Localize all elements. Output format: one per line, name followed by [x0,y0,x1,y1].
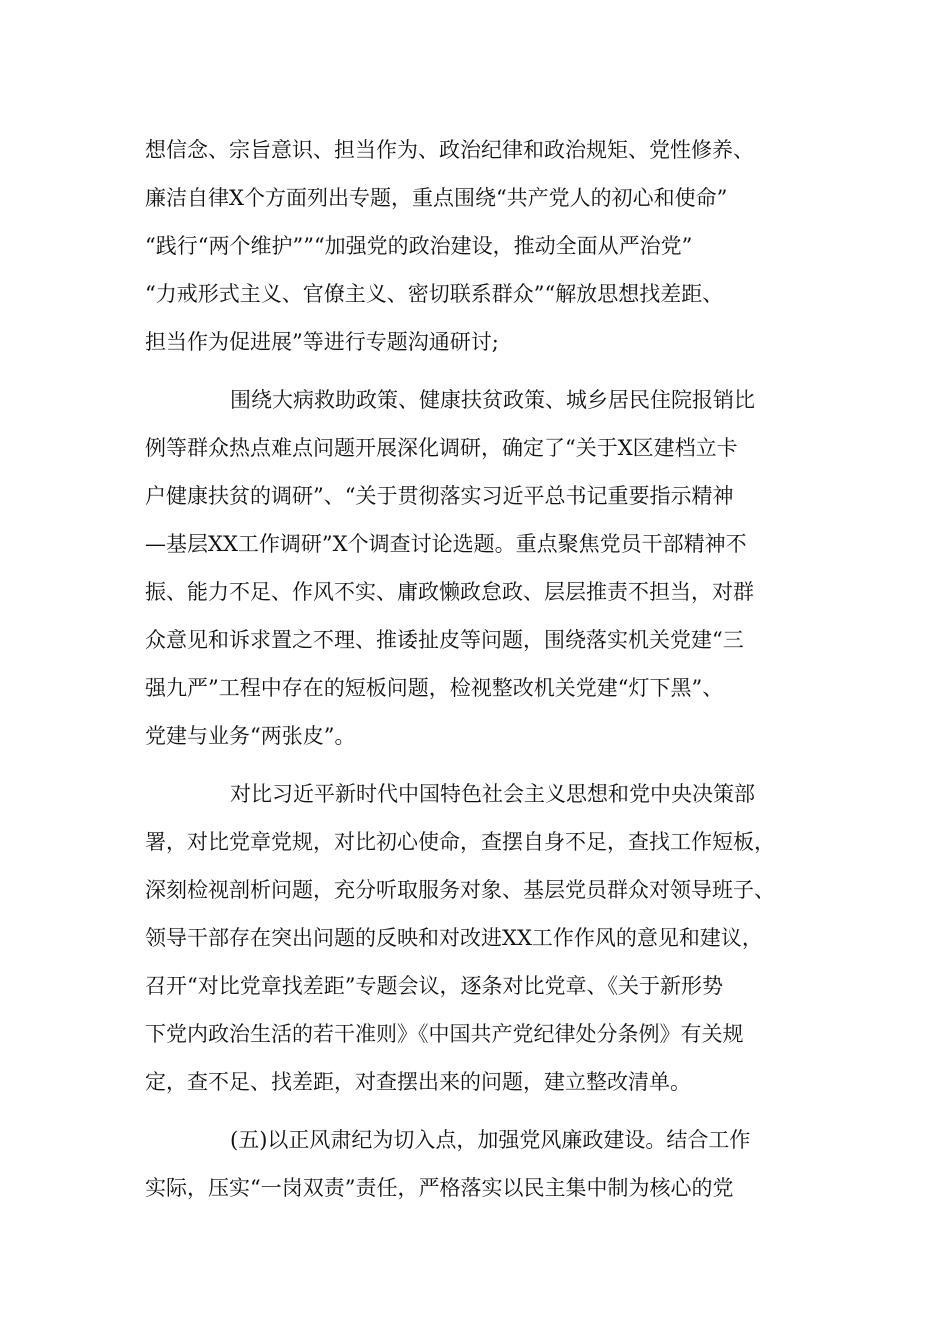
text-line: 对比习近平新时代中国特色社会主义思想和党中央决策部 [230,782,755,806]
text-line: 署，对比党章党规，对比初心使命，查摆自身不足，查找工作短板， [145,830,775,854]
text-line: 深刻检视剖析问题，充分听取服务对象、基层党员群众对领导班子、 [145,878,775,902]
text-line: —基层XX工作调研”X个调查讨论选题。重点聚焦党员干部精神不 [145,532,747,556]
text-line: 担当作为促进展”等进行专题沟通研讨; [145,330,499,354]
text-line: 下党内政治生活的若干准则》《中国共产党纪律处分条例》有关规 [145,1022,744,1046]
text-line: 振、能力不足、作风不实、庸政懒政怠政、层层推责不担当，对群 [145,580,754,604]
text-line: 党建与业务“两张皮”。 [145,724,356,748]
text-line: 强九严”工程中存在的短板问题，检视整改机关党建“灯下黑”、 [145,676,724,700]
paragraph-research [145,380,825,764]
text-line: 定，查不足、找差距，对查摆出来的问题，建立整改清单。 [145,1070,691,1094]
paragraph-section-five [145,1120,825,1216]
text-line: 众意见和诉求置之不理、推诿扯皮等问题，围绕落实机关党建“三 [145,628,744,652]
text-line: 围绕大病救助政策、健康扶贫政策、城乡居民住院报销比 [230,388,755,412]
paragraph-topics [145,130,825,370]
text-line: “力戒形式主义、官僚主义、密切联系群众”“解放思想找差距、 [145,282,724,306]
text-line: “践行“两个维护””“加强党的政治建设，推动全面从严治党” [145,234,693,258]
text-line: (五)以正风肃纪为切入点，加强党风廉政建设。结合工作 [230,1128,751,1152]
text-line: 实际，压实“一岗双责”责任，严格落实以民主集中制为核心的党 [145,1176,734,1200]
text-line: 廉洁自律X个方面列出专题，重点围绕“共产党人的初心和使命” [145,186,728,210]
text-line: 召开“对比党章找差距”专题会议，逐条对比党章、《关于新形势 [145,974,723,998]
text-line: 户健康扶贫的调研”、“关于贯彻落实习近平总书记重要指示精神 [145,484,734,508]
text-line: 领导干部存在突出问题的反映和对改进XX工作作风的意见和建议， [145,926,763,950]
paragraph-comparison [145,774,825,1110]
document-body [145,130,825,1216]
text-line: 例等群众热点难点问题开展深化调研，确定了“关于X区建档立卡 [145,436,738,460]
text-line: 想信念、宗旨意识、担当作为、政治纪律和政治规矩、党性修养、 [145,138,754,162]
